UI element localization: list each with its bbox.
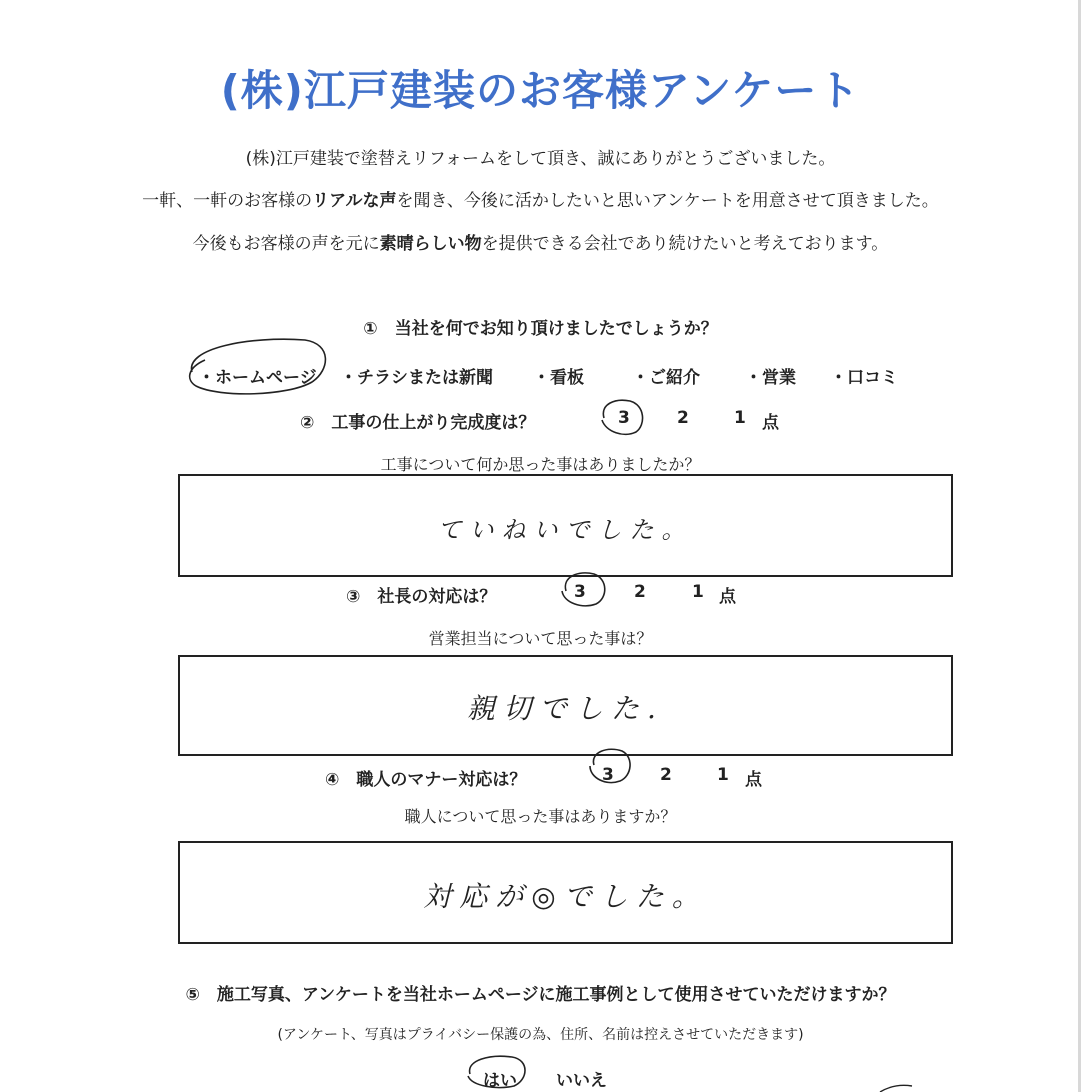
q3-handwritten-answer: 親切でした.: [467, 692, 664, 725]
q2-sub-question: 工事について何か思った事はありましたか？: [380, 455, 701, 474]
q2-score-unit: 点: [762, 413, 779, 433]
question-4-label: ④ 職人のマナー対応は？: [325, 770, 527, 790]
q5-option-yes[interactable]: はい: [483, 1071, 517, 1091]
q1-option-sales[interactable]: ・営業: [745, 368, 796, 388]
q4-selected-circle: [590, 749, 630, 782]
q2-score-1[interactable]: 1: [734, 408, 746, 428]
q4-score-3[interactable]: 3: [602, 765, 614, 785]
question-1-label: ① 当社を何でお知り頂けましたでしょうか？: [363, 319, 718, 339]
q3-score-2[interactable]: 2: [634, 582, 646, 602]
q2-handwritten-answer: ていねいでした。: [437, 516, 694, 544]
q5-selected-circle: [468, 1056, 525, 1087]
q4-sub-question: 職人について思った事はありますか？: [404, 807, 677, 826]
q3-sub-question: 営業担当について思った事は？: [428, 629, 653, 648]
question-3-label: ③ 社長の対応は？: [346, 587, 497, 607]
q1-option-referral[interactable]: ・ご紹介: [632, 368, 700, 388]
q3-score-unit: 点: [719, 587, 736, 607]
q2-score-3[interactable]: 3: [618, 408, 630, 428]
q1-option-word-of-mouth[interactable]: ・口コミ: [830, 368, 898, 388]
q1-option-signboard[interactable]: ・看板: [533, 368, 584, 388]
q3-score-3[interactable]: 3: [574, 582, 586, 602]
q4-score-2[interactable]: 2: [660, 765, 672, 785]
q3-selected-circle: [562, 573, 605, 606]
page-title: (株)江戸建装のお客様アンケート: [220, 66, 861, 115]
intro-line-2: 一軒、一軒のお客様のリアルな声を聞き、今後に活かしたいと思いアンケートを用意させて頂きました。: [142, 191, 939, 211]
question-2-label: ② 工事の仕上がり完成度は？: [300, 413, 536, 433]
q4-score-1[interactable]: 1: [717, 765, 729, 785]
q5-option-no[interactable]: いいえ: [556, 1071, 607, 1091]
q4-handwritten-answer: 対応が◎でした。: [423, 880, 708, 913]
q5-privacy-note: (アンケート、写真はプライバシー保護の為、住所、名前は控えさせていただきます): [277, 1027, 804, 1043]
intro-line-3: 今後もお客様の声を元に素晴らしい物を提供できる会社であり続けたいと考えております。: [192, 234, 889, 254]
q1-option-flyer[interactable]: ・チラシまたは新聞: [340, 368, 493, 388]
corner-pen-mark: [880, 1085, 912, 1092]
question-5-label: ⑤ 施工写真、アンケートを当社ホームページに施工事例として使用させていただけますか？: [185, 985, 896, 1005]
q1-selected-circle: [190, 339, 326, 394]
q3-score-1[interactable]: 1: [692, 582, 704, 602]
q4-score-unit: 点: [745, 770, 762, 790]
intro-line-1: (株)江戸建装で塗替えリフォームをして頂き、誠にありがとうございました。: [245, 149, 836, 169]
q1-option-homepage[interactable]: ・ホームページ: [198, 368, 317, 388]
q2-selected-circle: [602, 400, 643, 434]
q2-score-2[interactable]: 2: [677, 408, 689, 428]
